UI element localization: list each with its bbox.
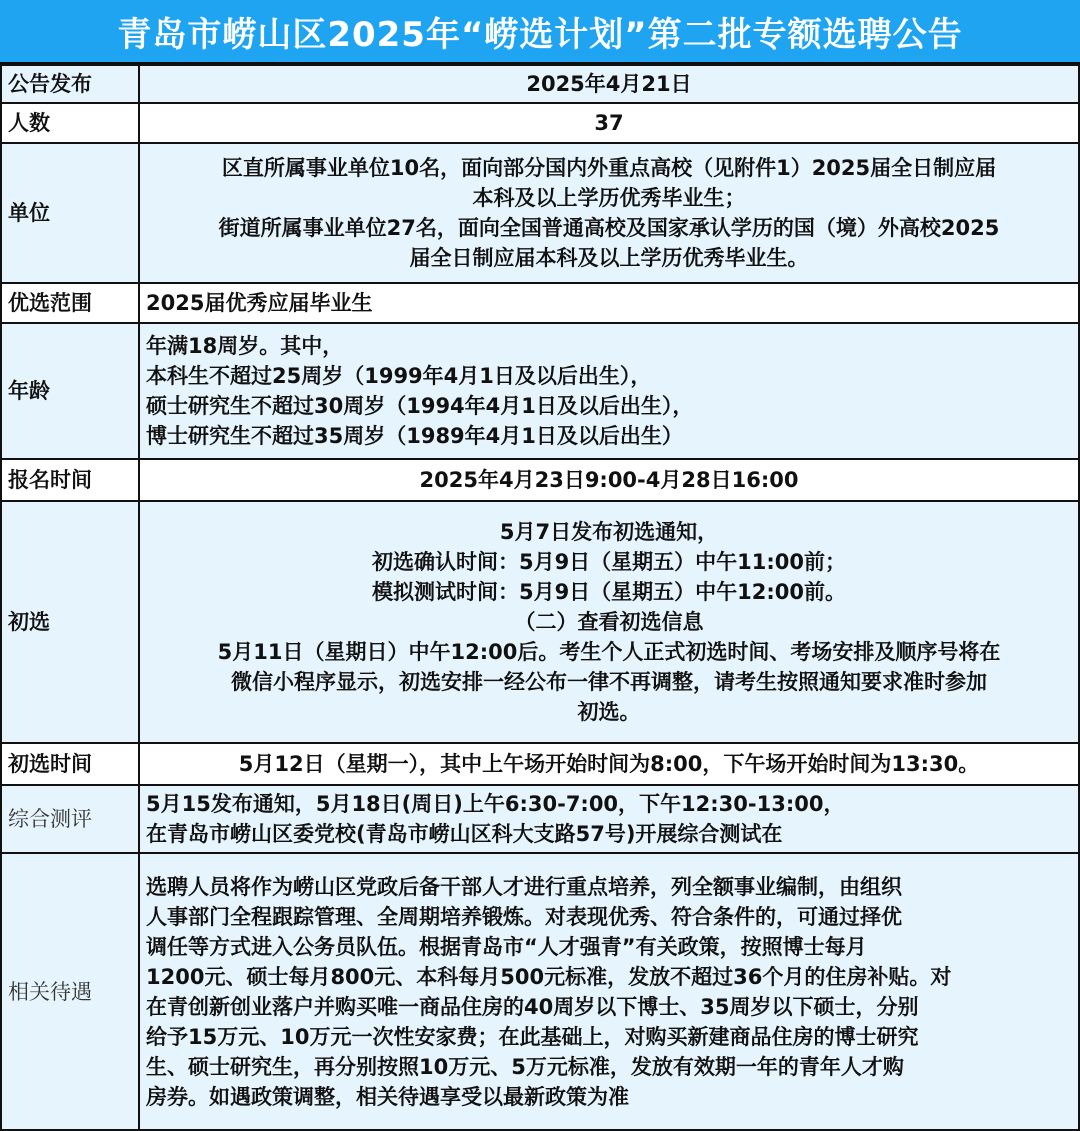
prelim-line: 5月7日发布初选通知， <box>499 520 719 544</box>
prelim-line: 模拟测试时间：5月9日（星期五）中午12:00前。 <box>371 580 847 604</box>
row-prelim <box>1 501 1079 743</box>
prelim-label: 初选 <box>1 501 139 743</box>
prelim-time-label: 初选时间 <box>1 743 139 785</box>
notice-table <box>0 64 1080 1131</box>
scope-label: 优选范围 <box>1 283 139 323</box>
signup-label: 报名时间 <box>1 459 139 501</box>
prelim-line: 初选确认时间：5月9日（星期五）中午11:00前； <box>371 550 847 574</box>
unit-line: 街道所属事业单位27名，面向全国普通高校及国家承认学历的国（境）外高校2025 <box>218 216 1000 240</box>
age-line: 年满18周岁。其中， <box>146 334 344 358</box>
unit-line: 区直所属事业单位10名，面向部分国内外重点高校（见附件1）2025届全日制应届 <box>221 156 997 180</box>
scope-value: 2025届优秀应届毕业生 <box>139 283 1079 323</box>
benefits-line: 人事部门全程跟踪管理、全周期培养锻炼。对表现优秀、符合条件的，可通过择优 <box>146 904 902 929</box>
prelim-line: 5月11日（星期日）中午12:00后。考生个人正式初选时间、考场安排及顺序号将在 <box>217 640 1001 664</box>
row-benefits <box>1 853 1079 1130</box>
announce-value: 2025年4月21日 <box>139 65 1079 103</box>
notice-title: 青岛市崂山区2025年“崂选计划”第二批专额选聘公告 <box>0 0 1080 64</box>
age-line: 本科生不超过25周岁（1999年4月1日及以后出生）， <box>146 364 652 388</box>
eval-label: 综合测评 <box>1 785 139 853</box>
row-announce <box>1 65 1079 103</box>
unit-value <box>139 143 1079 283</box>
age-line: 博士研究生不超过35周岁（1989年4月1日及以后出生） <box>146 424 683 448</box>
signup-value: 2025年4月23日9:00-4月28日16:00 <box>139 459 1079 501</box>
age-label: 年龄 <box>1 323 139 459</box>
announce-label: 公告发布 <box>1 65 139 103</box>
row-unit <box>1 143 1079 283</box>
age-line: 硕士研究生不超过30周岁（1994年4月1日及以后出生）， <box>146 394 694 418</box>
row-scope <box>1 283 1079 323</box>
benefits-value <box>139 853 1079 1130</box>
benefits-line: 生、硕士研究生，再分别按照10万元、5万元标准，发放有效期一年的青年人才购 <box>146 1054 904 1079</box>
benefits-label: 相关待遇 <box>1 853 139 1130</box>
row-eval <box>1 785 1079 853</box>
unit-line: 届全日制应届本科及以上学历优秀毕业生。 <box>409 246 809 270</box>
benefits-line: 选聘人员将作为崂山区党政后备干部人才进行重点培养，列全额事业编制，由组织 <box>146 874 902 899</box>
eval-line: 5月15发布通知，5月18日(周日)上午6:30-7:00，下午12:30-13:00， <box>146 792 845 816</box>
prelim-line: 初选。 <box>577 700 641 724</box>
benefits-line: 调任等方式进入公务员队伍。根据青岛市“人才强青”有关政策，按照博士每月 <box>146 934 867 959</box>
prelim-time-value: 5月12日（星期一），其中上午场开始时间为8:00，下午场开始时间为13:30。 <box>139 743 1079 785</box>
row-count <box>1 103 1079 143</box>
benefits-line: 房券。如遇政策调整，相关待遇享受以最新政策为准 <box>146 1084 629 1109</box>
unit-label: 单位 <box>1 143 139 283</box>
row-age <box>1 323 1079 459</box>
benefits-line: 在青创新创业落户并购买唯一商品住房的40周岁以下博士、35周岁以下硕士，分别 <box>146 994 919 1019</box>
benefits-line: 给予15万元、10万元一次性安家费；在此基础上，对购买新建商品住房的博士研究 <box>146 1024 919 1049</box>
benefits-line: 1200元、硕士每月800元、本科每月500元标准，发放不超过36个月的住房补贴。对 <box>146 964 952 989</box>
prelim-line: 微信小程序显示，初选安排一经公布一律不再调整，请考生按照通知要求准时参加 <box>231 670 987 694</box>
eval-value <box>139 785 1079 853</box>
row-prelim-time <box>1 743 1079 785</box>
age-value <box>139 323 1079 459</box>
eval-line: 在青岛市崂山区委党校(青岛市崂山区科大支路57号)开展综合测试在 <box>146 822 783 846</box>
count-value: 37 <box>139 103 1079 143</box>
row-signup <box>1 459 1079 501</box>
count-label: 人数 <box>1 103 139 143</box>
unit-line: 本科及以上学历优秀毕业生； <box>472 186 746 210</box>
prelim-value <box>139 501 1079 743</box>
prelim-line: （二）查看初选信息 <box>514 610 704 634</box>
